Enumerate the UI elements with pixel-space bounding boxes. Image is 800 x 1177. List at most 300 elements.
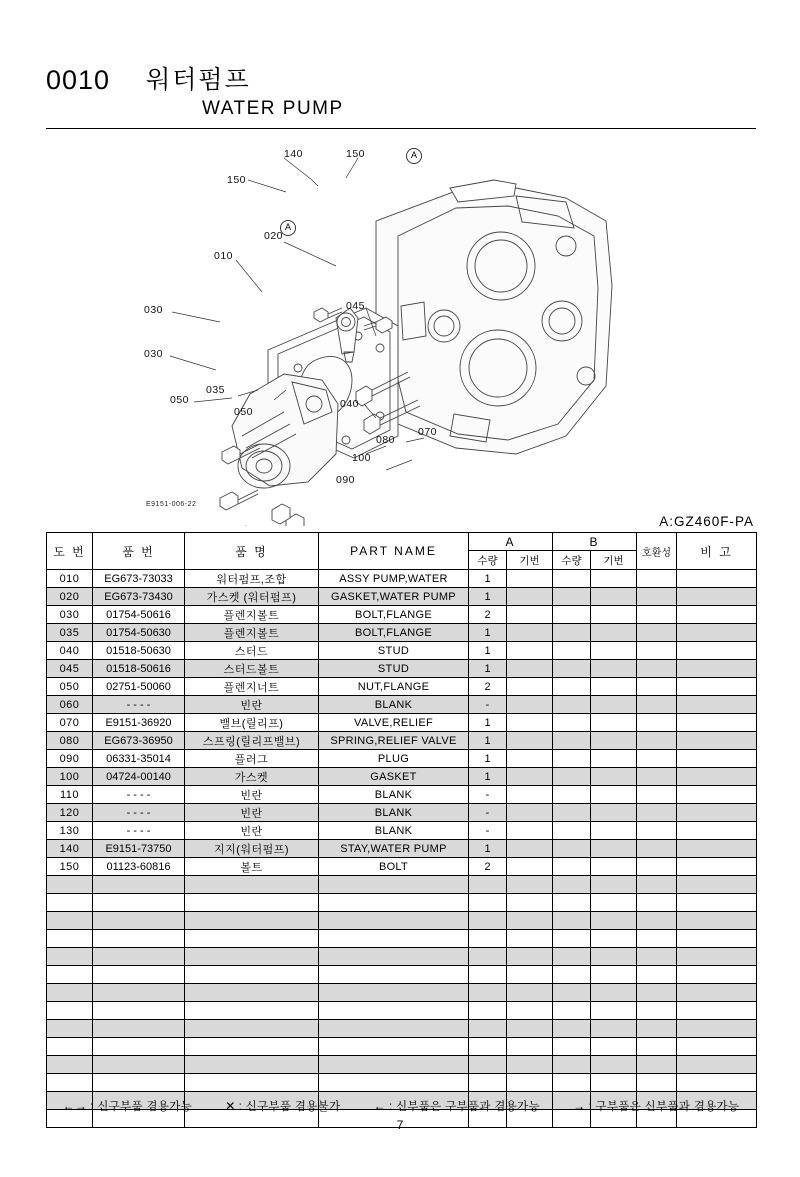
th-interchange: 호환성 [637, 533, 677, 570]
cell-qty-a: 1 [469, 768, 507, 786]
cell-empty [469, 1056, 507, 1074]
cell-mark-b [591, 804, 637, 822]
callout-090: 090 [336, 474, 356, 486]
cell-empty [507, 948, 553, 966]
cell-remark [677, 732, 757, 750]
cell-remark [677, 588, 757, 606]
section-title-korean: 워터펌프 [146, 66, 251, 94]
ring-label-a-top: A [406, 148, 422, 164]
cell-empty [469, 948, 507, 966]
cell-empty [319, 1002, 469, 1020]
cell-name-en: NUT,FLANGE [319, 678, 469, 696]
table-row-empty [47, 894, 757, 912]
cell-empty [93, 1038, 185, 1056]
cell-ref: 045 [47, 660, 93, 678]
cell-qty-a: 1 [469, 642, 507, 660]
cell-qty-a: 2 [469, 678, 507, 696]
callout-150-top: 150 [346, 148, 366, 160]
cell-empty [93, 1074, 185, 1092]
cell-name-en: BLANK [319, 696, 469, 714]
cell-part-no: 01754-50630 [93, 624, 185, 642]
cell-empty [637, 948, 677, 966]
cell-empty [469, 1038, 507, 1056]
cell-empty [677, 894, 757, 912]
cell-empty [47, 1056, 93, 1074]
cell-empty [591, 930, 637, 948]
cell-interchange [637, 588, 677, 606]
cell-qty-a: 2 [469, 858, 507, 876]
cell-ref: 035 [47, 624, 93, 642]
cell-empty [591, 1038, 637, 1056]
cell-qty-b [553, 768, 591, 786]
th-remark: 비 고 [677, 533, 757, 570]
cell-interchange [637, 714, 677, 732]
table-row[interactable] [47, 678, 757, 696]
legend-symbol-icon: ← [373, 1099, 386, 1113]
callout-040: 040 [340, 398, 360, 410]
cell-mark-b [591, 858, 637, 876]
cell-name-en: BOLT,FLANGE [319, 624, 469, 642]
cell-mark-b [591, 588, 637, 606]
cell-part-no: 02751-50060 [93, 678, 185, 696]
cell-qty-b [553, 606, 591, 624]
table-row[interactable] [47, 750, 757, 768]
callout-080: 080 [376, 434, 396, 446]
cell-mark-b [591, 624, 637, 642]
cell-empty [47, 876, 93, 894]
table-row[interactable] [47, 696, 757, 714]
cell-name-kr: 빈란 [185, 696, 319, 714]
legend-symbol-icon: → [573, 1099, 586, 1113]
cell-name-kr: 스터드볼트 [185, 660, 319, 678]
cell-remark [677, 660, 757, 678]
cell-remark [677, 714, 757, 732]
cell-qty-b [553, 858, 591, 876]
section-code: 0010 [46, 65, 111, 95]
ring-label-a-mid: A [280, 220, 296, 236]
cell-name-en: ASSY PUMP,WATER [319, 570, 469, 588]
cell-interchange [637, 678, 677, 696]
cell-mark-a [507, 768, 553, 786]
cell-mark-a [507, 678, 553, 696]
cell-part-no: 01123-60816 [93, 858, 185, 876]
cell-qty-b [553, 696, 591, 714]
cell-empty [319, 984, 469, 1002]
table-row[interactable] [47, 588, 757, 606]
cell-ref: 010 [47, 570, 93, 588]
th-mark-b: 기번 [591, 551, 637, 570]
cell-empty [637, 966, 677, 984]
cell-interchange [637, 642, 677, 660]
cell-remark [677, 804, 757, 822]
callout-140: 140 [284, 148, 304, 160]
cell-name-en: VALVE,RELIEF [319, 714, 469, 732]
cell-interchange [637, 570, 677, 588]
cell-mark-a [507, 804, 553, 822]
cell-empty [553, 876, 591, 894]
cell-mark-a [507, 840, 553, 858]
cell-remark [677, 768, 757, 786]
cell-qty-a: - [469, 822, 507, 840]
cell-interchange [637, 732, 677, 750]
cell-empty [93, 966, 185, 984]
cell-qty-a: 1 [469, 840, 507, 858]
cell-mark-a [507, 732, 553, 750]
cell-empty [553, 1056, 591, 1074]
cell-empty [185, 1056, 319, 1074]
table-row[interactable] [47, 714, 757, 732]
cell-empty [47, 966, 93, 984]
cell-ref: 030 [47, 606, 93, 624]
cell-empty [319, 966, 469, 984]
cell-empty [47, 912, 93, 930]
legend-symbol-icon: ←→ [62, 1099, 88, 1113]
cell-empty [553, 1020, 591, 1038]
cell-mark-b [591, 660, 637, 678]
cell-empty [591, 912, 637, 930]
table-row[interactable] [47, 840, 757, 858]
cell-mark-a [507, 822, 553, 840]
cell-empty [591, 894, 637, 912]
cell-empty [47, 1002, 93, 1020]
legend-item [225, 1098, 340, 1114]
cell-empty [637, 1002, 677, 1020]
cell-empty [553, 984, 591, 1002]
callout-035: 035 [206, 384, 226, 396]
cell-empty [637, 1020, 677, 1038]
cell-qty-a: - [469, 696, 507, 714]
cell-empty [469, 930, 507, 948]
table-row-empty [47, 966, 757, 984]
cell-name-en: STAY,WATER PUMP [319, 840, 469, 858]
th-part-no: 품 번 [93, 533, 185, 570]
cell-ref: 040 [47, 642, 93, 660]
cell-ref: 090 [47, 750, 93, 768]
cell-interchange [637, 858, 677, 876]
cell-empty [47, 1020, 93, 1038]
cell-part-no: EG673-73033 [93, 570, 185, 588]
cell-empty [185, 1074, 319, 1092]
cell-mark-b [591, 822, 637, 840]
cell-mark-b [591, 570, 637, 588]
cell-empty [469, 1074, 507, 1092]
cell-empty [319, 1056, 469, 1074]
cell-qty-a: 1 [469, 714, 507, 732]
cell-empty [469, 876, 507, 894]
cell-empty [553, 930, 591, 948]
cell-qty-a: 1 [469, 624, 507, 642]
cell-name-kr: 스터드 [185, 642, 319, 660]
cell-empty [469, 966, 507, 984]
cell-mark-b [591, 606, 637, 624]
cell-name-kr: 지지(워터펌프) [185, 840, 319, 858]
cell-part-no: EG673-36950 [93, 732, 185, 750]
table-row[interactable] [47, 822, 757, 840]
cell-interchange [637, 624, 677, 642]
legend-symbol-icon: ✕ [225, 1099, 236, 1113]
cell-ref: 050 [47, 678, 93, 696]
cell-mark-a [507, 714, 553, 732]
drawing-code: E9151-006-22 [146, 501, 197, 508]
table-row[interactable] [47, 570, 757, 588]
cell-part-no: 01518-50616 [93, 660, 185, 678]
cell-name-en: GASKET [319, 768, 469, 786]
cell-empty [185, 876, 319, 894]
cell-qty-a: 1 [469, 732, 507, 750]
cell-empty [677, 930, 757, 948]
cell-qty-b [553, 732, 591, 750]
cell-mark-a [507, 588, 553, 606]
cell-empty [507, 984, 553, 1002]
callout-010: 010 [214, 250, 234, 262]
cell-qty-b [553, 822, 591, 840]
cell-part-no: - - - - [93, 822, 185, 840]
cell-empty [319, 876, 469, 894]
th-qty-a: 수량 [469, 551, 507, 570]
callout-100: 100 [352, 452, 372, 464]
cell-qty-a: 1 [469, 570, 507, 588]
cell-empty [93, 1056, 185, 1074]
cell-mark-a [507, 606, 553, 624]
cell-remark [677, 750, 757, 768]
cell-qty-b [553, 714, 591, 732]
cell-interchange [637, 840, 677, 858]
table-row-empty [47, 984, 757, 1002]
table-row-empty [47, 1056, 757, 1074]
cell-empty [319, 1038, 469, 1056]
legend-text: : 신구부품 겸용가능 [90, 1101, 192, 1113]
callout-030-upper: 030 [144, 304, 164, 316]
cell-name-en: SPRING,RELIEF VALVE [319, 732, 469, 750]
cell-part-no: 06331-35014 [93, 750, 185, 768]
cell-name-en: BLANK [319, 786, 469, 804]
cell-part-no: 04724-00140 [93, 768, 185, 786]
table-row-empty [47, 1002, 757, 1020]
cell-name-kr: 밸브(릴리프) [185, 714, 319, 732]
table-row[interactable] [47, 642, 757, 660]
cell-name-en: PLUG [319, 750, 469, 768]
table-row[interactable] [47, 606, 757, 624]
cell-qty-b [553, 750, 591, 768]
cell-empty [553, 1038, 591, 1056]
cell-remark [677, 624, 757, 642]
cell-ref: 100 [47, 768, 93, 786]
cell-empty [47, 930, 93, 948]
cell-qty-a: 2 [469, 606, 507, 624]
cell-empty [185, 930, 319, 948]
cell-mark-b [591, 732, 637, 750]
cell-empty [319, 1020, 469, 1038]
cell-qty-a: - [469, 786, 507, 804]
cell-interchange [637, 804, 677, 822]
table-row-empty [47, 876, 757, 894]
table-row-empty [47, 930, 757, 948]
table-row-empty [47, 1074, 757, 1092]
cell-empty [677, 1002, 757, 1020]
cell-empty [185, 966, 319, 984]
table-row[interactable] [47, 624, 757, 642]
table-row[interactable] [47, 732, 757, 750]
cell-empty [591, 1074, 637, 1092]
cell-empty [47, 948, 93, 966]
cell-mark-b [591, 840, 637, 858]
table-row-empty [47, 1020, 757, 1038]
cell-empty [637, 876, 677, 894]
cell-name-kr: 워터펌프,조합 [185, 570, 319, 588]
cell-qty-b [553, 804, 591, 822]
cell-mark-a [507, 660, 553, 678]
legend-text: : 신구부품 겸용불가 [238, 1101, 341, 1113]
table-row[interactable] [47, 768, 757, 786]
cell-empty [507, 1074, 553, 1092]
cell-remark [677, 606, 757, 624]
cell-empty [93, 948, 185, 966]
cell-name-kr: 빈란 [185, 786, 319, 804]
model-label: A:GZ460F-PA [659, 514, 754, 529]
table-head [47, 533, 757, 570]
cell-empty [637, 984, 677, 1002]
cell-empty [591, 984, 637, 1002]
cell-empty [637, 912, 677, 930]
cell-empty [469, 984, 507, 1002]
cell-empty [469, 1020, 507, 1038]
cell-name-en: STUD [319, 642, 469, 660]
cell-empty [185, 912, 319, 930]
legend-item [63, 1098, 192, 1114]
cell-mark-b [591, 678, 637, 696]
cell-empty [591, 1002, 637, 1020]
th-name-kr: 품 명 [185, 533, 319, 570]
callout-070: 070 [418, 426, 438, 438]
cell-qty-b [553, 570, 591, 588]
cell-mark-a [507, 696, 553, 714]
cell-ref: 120 [47, 804, 93, 822]
cell-empty [637, 1074, 677, 1092]
cell-empty [185, 1038, 319, 1056]
cell-empty [591, 948, 637, 966]
table-row-empty [47, 912, 757, 930]
page-number: 7 [396, 1118, 404, 1132]
cell-name-en: GASKET,WATER PUMP [319, 588, 469, 606]
cell-empty [47, 984, 93, 1002]
cell-ref: 070 [47, 714, 93, 732]
cell-interchange [637, 768, 677, 786]
cell-empty [677, 1020, 757, 1038]
cell-empty [185, 1002, 319, 1020]
cell-empty [637, 1038, 677, 1056]
cell-empty [591, 1020, 637, 1038]
cell-remark [677, 822, 757, 840]
cell-empty [677, 1056, 757, 1074]
cell-remark [677, 840, 757, 858]
cell-remark [677, 570, 757, 588]
diagram-svg [46, 136, 756, 526]
cell-qty-a: 1 [469, 588, 507, 606]
cell-empty [507, 966, 553, 984]
cell-name-kr: 플러그 [185, 750, 319, 768]
cell-name-kr: 플렌지볼트 [185, 606, 319, 624]
cell-ref: 080 [47, 732, 93, 750]
cell-name-en: STUD [319, 660, 469, 678]
cell-mark-a [507, 570, 553, 588]
cell-part-no: 01754-50616 [93, 606, 185, 624]
th-group-b: B [553, 533, 637, 551]
table-row-empty [47, 1038, 757, 1056]
cell-empty [469, 1002, 507, 1020]
callout-045: 045 [346, 300, 366, 312]
cell-ref: 150 [47, 858, 93, 876]
cell-empty [507, 930, 553, 948]
cell-name-kr: 플렌지너트 [185, 678, 319, 696]
cell-empty [553, 1074, 591, 1092]
cell-qty-a: - [469, 804, 507, 822]
cell-qty-a: 1 [469, 660, 507, 678]
cell-qty-b [553, 786, 591, 804]
cell-empty [553, 894, 591, 912]
cell-empty [553, 912, 591, 930]
cell-remark [677, 678, 757, 696]
cell-mark-b [591, 696, 637, 714]
cell-name-en: BOLT [319, 858, 469, 876]
cell-empty [677, 984, 757, 1002]
table-row[interactable] [47, 786, 757, 804]
cell-mark-b [591, 768, 637, 786]
cell-remark [677, 696, 757, 714]
cell-name-en: BLANK [319, 822, 469, 840]
cell-qty-b [553, 642, 591, 660]
cell-empty [677, 966, 757, 984]
cell-empty [677, 1038, 757, 1056]
th-group-a: A [469, 533, 553, 551]
cell-empty [469, 912, 507, 930]
cell-empty [553, 966, 591, 984]
cell-empty [93, 876, 185, 894]
table-row[interactable] [47, 858, 757, 876]
cell-interchange [637, 696, 677, 714]
compatibility-legend [46, 1098, 756, 1114]
th-ref: 도 번 [47, 533, 93, 570]
cell-empty [553, 1002, 591, 1020]
cell-empty [591, 1056, 637, 1074]
cell-empty [185, 948, 319, 966]
cell-mark-a [507, 858, 553, 876]
table-row[interactable] [47, 804, 757, 822]
callout-020: 020 [264, 230, 284, 242]
cell-part-no: E9151-73750 [93, 840, 185, 858]
cell-empty [93, 984, 185, 1002]
th-name-en: PART NAME [319, 533, 469, 570]
cell-empty [507, 876, 553, 894]
callout-150-left: 150 [227, 174, 247, 186]
parts-table-wrapper [46, 532, 756, 1128]
cell-name-kr: 빈란 [185, 822, 319, 840]
cell-empty [93, 912, 185, 930]
cell-qty-b [553, 660, 591, 678]
cell-empty [469, 894, 507, 912]
cell-empty [507, 1002, 553, 1020]
cell-mark-b [591, 714, 637, 732]
cell-empty [93, 1020, 185, 1038]
cell-empty [93, 1002, 185, 1020]
table-row[interactable] [47, 660, 757, 678]
cell-empty [319, 912, 469, 930]
cell-empty [677, 948, 757, 966]
cell-empty [507, 1038, 553, 1056]
table-row-empty [47, 948, 757, 966]
cell-mark-a [507, 642, 553, 660]
cell-part-no: EG673-73430 [93, 588, 185, 606]
cell-name-kr: 가스켓 (워터펌프) [185, 588, 319, 606]
